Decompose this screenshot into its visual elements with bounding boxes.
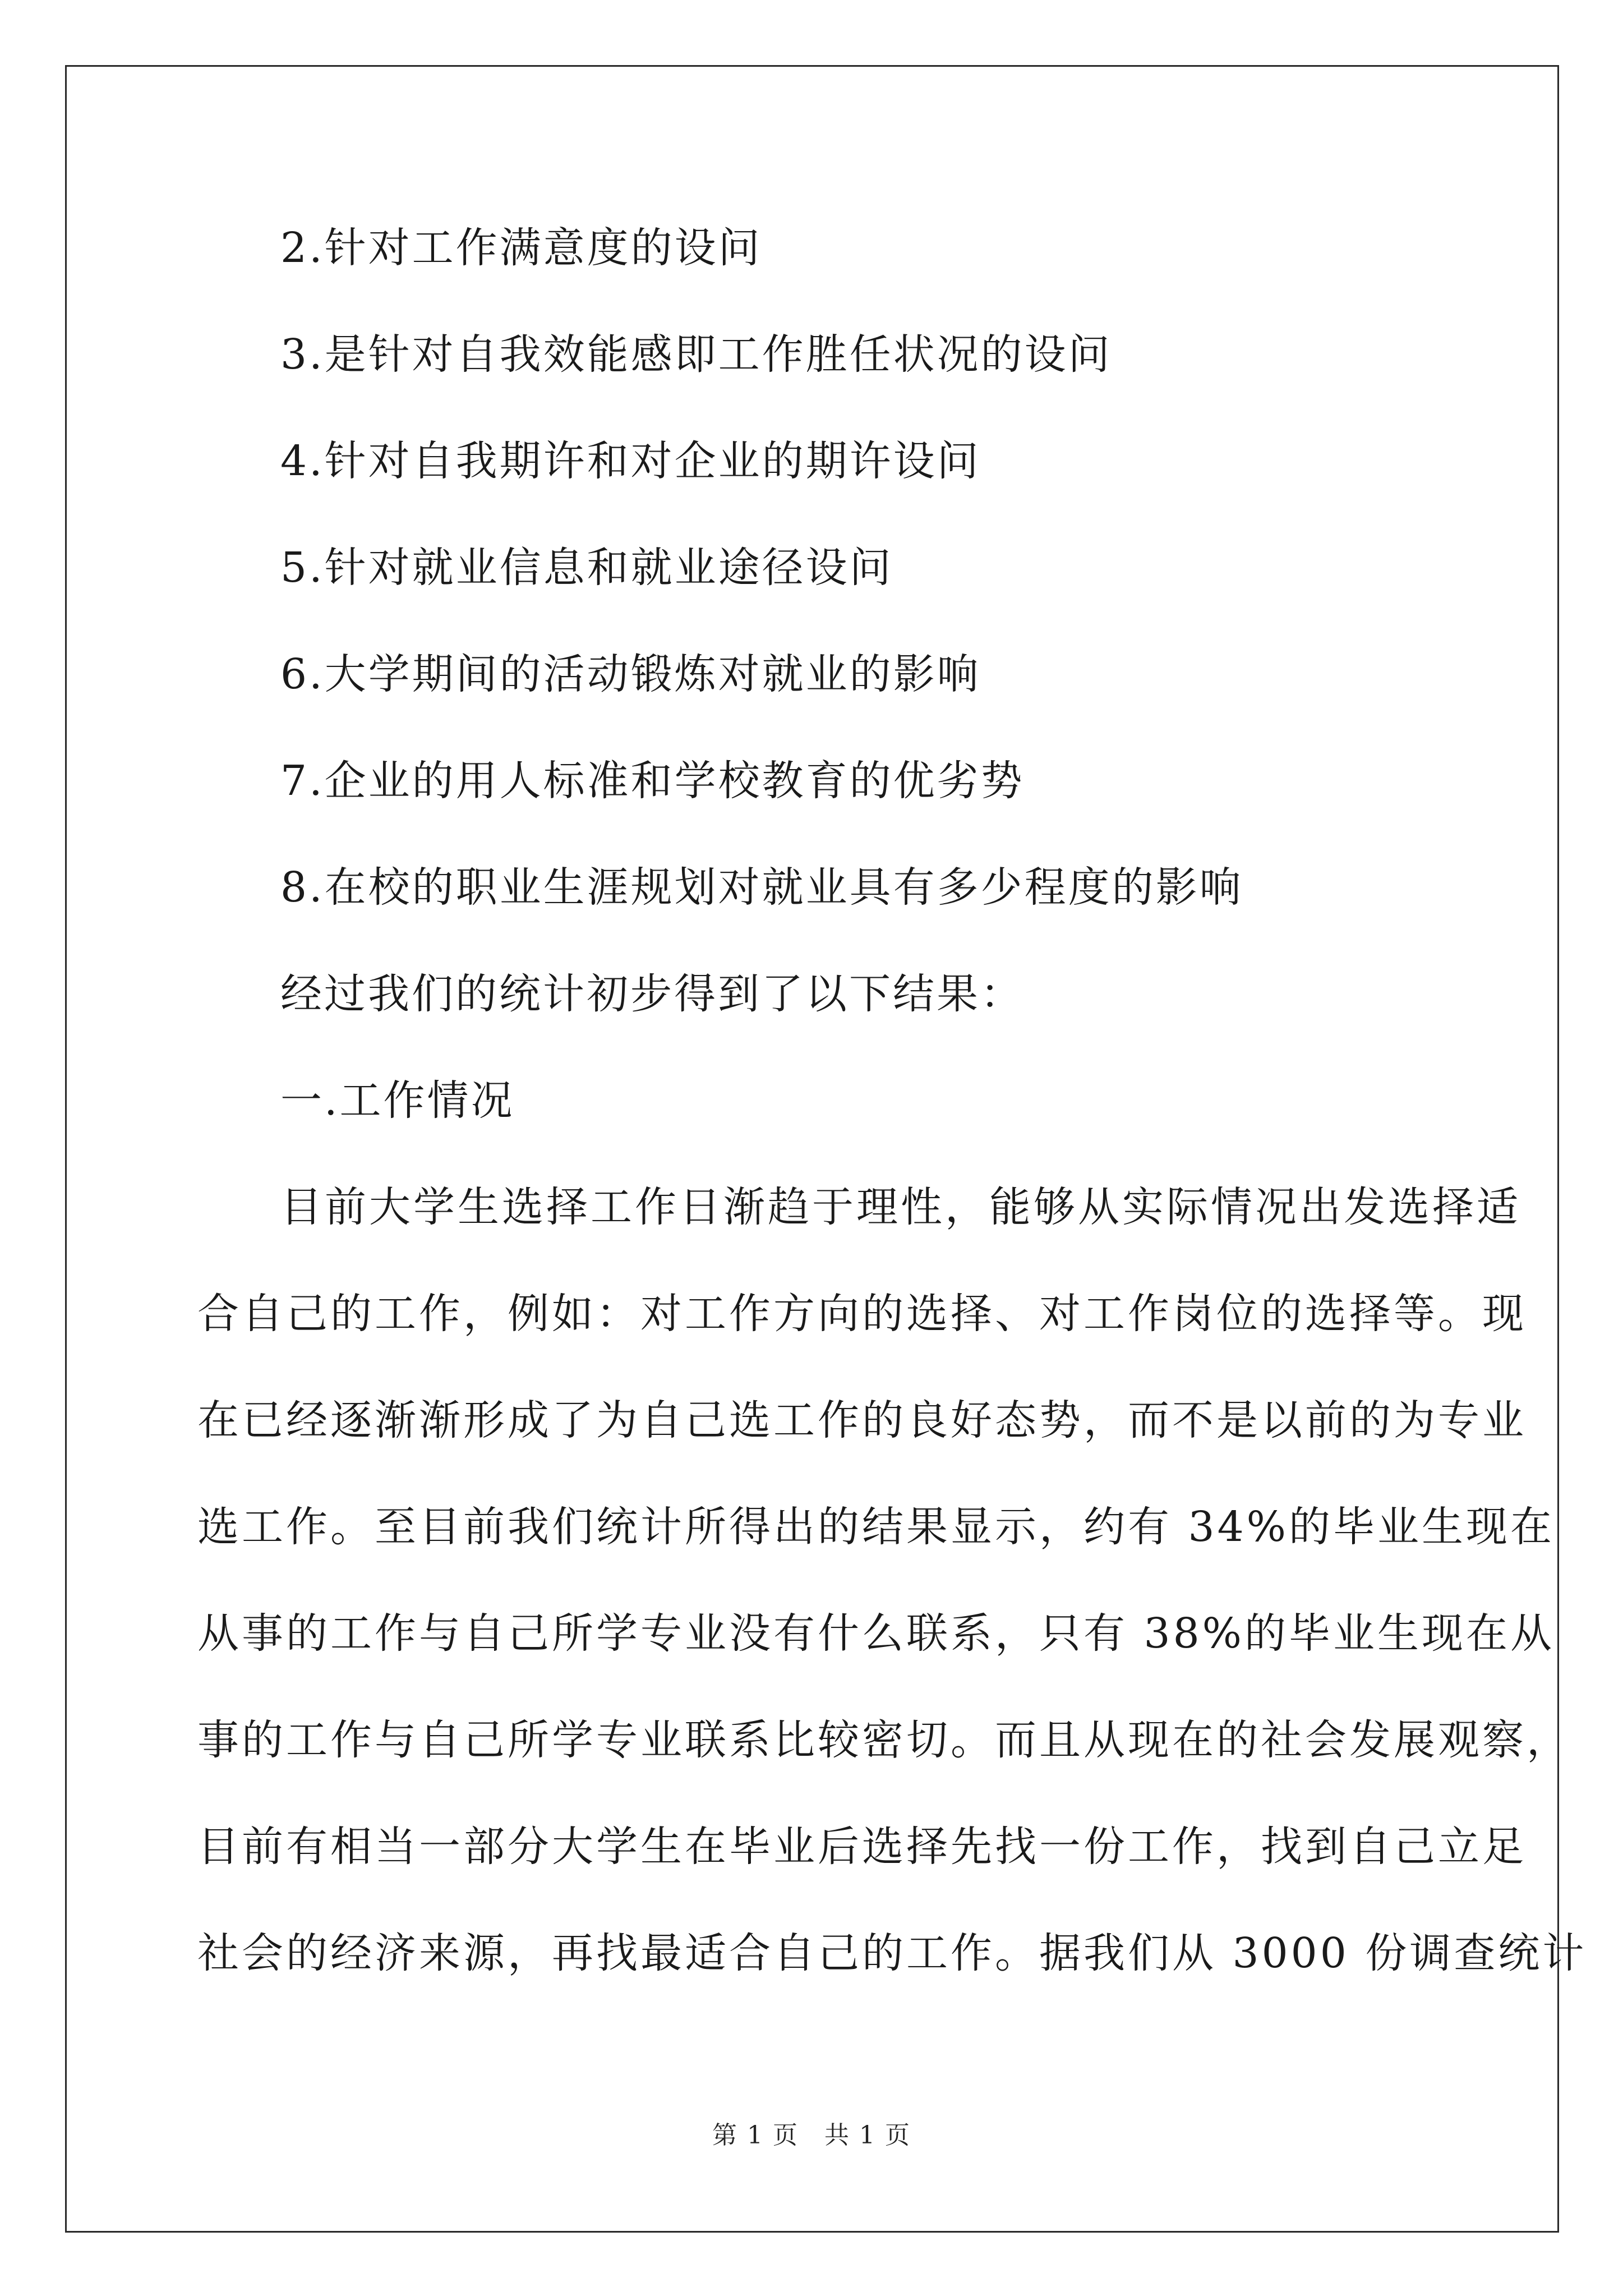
list-item: 5.针对就业信息和就业途径设问 <box>280 544 893 592</box>
list-item: 4.针对自我期许和对企业的期许设问 <box>280 437 981 485</box>
paragraph-line: 目前有相当一部分大学生在毕业后选择先找一份工作，找到自己立足 <box>197 1823 1527 1871</box>
page-border <box>65 65 1559 2233</box>
list-item: 3.是针对自我效能感即工作胜任状况的设问 <box>280 330 1112 379</box>
intro-text: 经过我们的统计初步得到了以下结果： <box>280 970 1024 1018</box>
paragraph-line: 社会的经济来源，再找最适合自己的工作。据我们从 3000 份调查统计 <box>197 1929 1587 1977</box>
list-item: 8.在校的职业生涯规划对就业具有多少程度的影响 <box>280 863 1243 912</box>
section-heading: 一.工作情况 <box>280 1076 515 1125</box>
list-item: 6.大学期间的活动锻炼对就业的影响 <box>280 650 981 698</box>
paragraph-line: 在已经逐渐渐形成了为自己选工作的良好态势，而不是以前的为专业 <box>197 1396 1527 1444</box>
paragraph-line: 目前大学生选择工作日渐趋于理性，能够从实际情况出发选择适 <box>280 1183 1521 1231</box>
paragraph-line: 从事的工作与自己所学专业没有什么联系，只有 38%的毕业生现在从 <box>197 1609 1555 1658</box>
paragraph-line: 事的工作与自己所学专业联系比较密切。而且从现在的社会发展观察， <box>197 1716 1571 1764</box>
page-footer: 第 1 页 共 1 页 <box>712 2121 911 2150</box>
list-item: 2.针对工作满意度的设问 <box>280 224 762 272</box>
list-item: 7.企业的用人标准和学校教育的优劣势 <box>280 757 1025 805</box>
paragraph-line: 合自己的工作，例如：对工作方向的选择、对工作岗位的选择等。现 <box>197 1290 1527 1338</box>
paragraph-line: 选工作。至目前我们统计所得出的结果显示，约有 34%的毕业生现在 <box>197 1503 1555 1551</box>
